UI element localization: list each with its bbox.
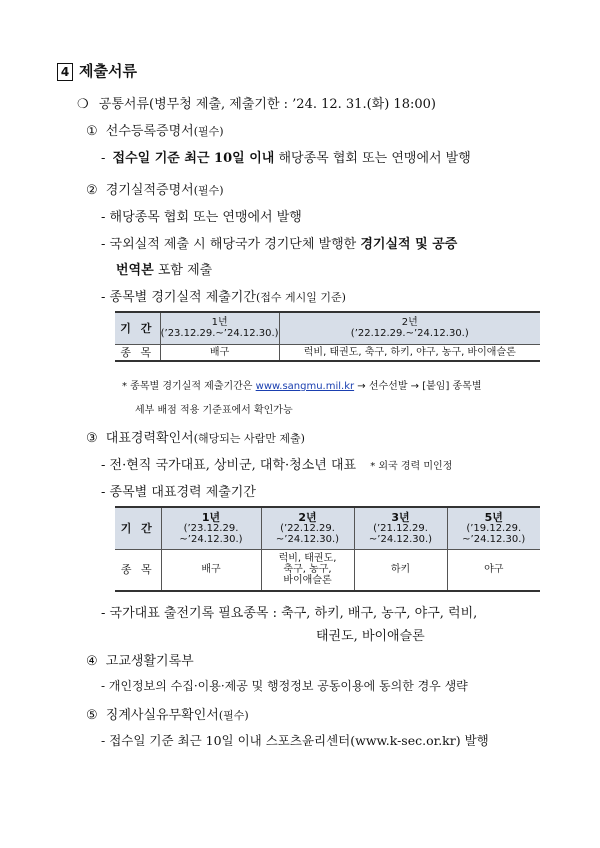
period-2year-label: 2년 xyxy=(401,317,418,329)
career-period-1year xyxy=(161,507,261,549)
item2-heading xyxy=(86,179,224,198)
note-star: * xyxy=(122,381,127,392)
dash: - xyxy=(101,151,106,166)
section-title: 제출서류 xyxy=(79,62,137,80)
career-sports-3year: 하키 xyxy=(354,549,447,591)
career-3year-r2: ~’24.12.30.) xyxy=(368,533,433,545)
career-sports-2year-l1: 럭비, 태권도, xyxy=(278,553,337,565)
career-2year-r1: (’22.12.29. xyxy=(280,522,335,534)
item3-heading xyxy=(86,427,305,446)
career-period-table xyxy=(115,506,540,592)
item3-title: 대표경력확인서 xyxy=(105,431,194,446)
item2-detail2 xyxy=(101,233,457,252)
career-sports-2year-l2: 축구, 농구, xyxy=(283,564,332,576)
circle-bullet-icon: ❍ xyxy=(77,97,89,112)
sports-label: 종 목 xyxy=(115,344,160,361)
item3-detail1-note: * 외국 경력 미인정 xyxy=(370,461,453,472)
item4-detail1: - 개인정보의 수집·이용·제공 및 행정정보 공동이용에 동의한 경우 생략 xyxy=(101,679,468,693)
section-number: 4 xyxy=(57,63,73,81)
career-3year-label: 3년 xyxy=(391,510,410,524)
item2-detail2-pre: - 국외실적 제출 시 해당국가 경기단체 발행한 xyxy=(101,237,361,252)
sports-1year: 배구 xyxy=(160,344,279,361)
career-5year-r2: ~’24.12.30.) xyxy=(462,533,526,545)
item1-required: (필수) xyxy=(193,125,224,138)
item2-detail3 xyxy=(101,286,346,305)
career-sports-2year-l3: 바이애슬론 xyxy=(283,575,332,587)
item1-detail xyxy=(101,147,471,166)
career-sports-1year: 배구 xyxy=(161,549,261,591)
career-sports-5year: 야구 xyxy=(447,549,540,591)
item5-title: 징계사실유무확인서 xyxy=(105,708,219,723)
period-label: 기 간 xyxy=(115,312,160,344)
career-1year-r2: ~’24.12.30.) xyxy=(179,533,243,545)
item3-required: (해당되는 사람만 제출) xyxy=(193,432,305,445)
note-pre: 종목별 경기실적 제출기간은 xyxy=(127,381,256,392)
sangmu-link[interactable]: www.sangmu.mil.kr xyxy=(255,381,355,392)
item3-detail2: - 종목별 대표경력 제출기간 xyxy=(101,485,256,500)
common-docs-text: 공통서류(병무청 제출, 제출기한 : ’24. 12. 31.(화) 18:00) xyxy=(98,97,436,112)
item2-detail2-bold: 경기실적 및 공증 xyxy=(360,237,458,252)
item5-number: ⑤ xyxy=(86,708,98,723)
item2-detail2-cont xyxy=(116,259,212,278)
career-sports-label: 종 목 xyxy=(115,549,161,591)
item2-detail3-text: - 종목별 경기실적 제출기간 xyxy=(101,290,256,305)
item5-required: (필수) xyxy=(218,709,249,722)
item3-detail3: - 국가대표 출전기록 필요종목 : 축구, 하키, 배구, 농구, 야구, 럭비, xyxy=(101,606,478,621)
item3-detail1-text: - 전·현직 국가대표, 상비군, 대학·청소년 대표 xyxy=(101,458,357,473)
period-1year xyxy=(160,312,279,344)
career-1year-label: 1년 xyxy=(201,510,221,524)
common-docs-line xyxy=(77,93,436,112)
career-sports-2year xyxy=(261,549,354,591)
item2-detail2-bold2: 번역본 xyxy=(116,263,154,278)
career-2year-label: 2년 xyxy=(298,510,317,524)
career-period-3year xyxy=(354,507,447,549)
period-1year-label: 1년 xyxy=(211,317,228,329)
item1-heading xyxy=(86,120,224,139)
career-1year-r1: (’23.12.29. xyxy=(183,522,239,534)
item1-title: 선수등록증명서 xyxy=(105,124,194,139)
item4-heading xyxy=(86,650,194,669)
career-period-label: 기 간 xyxy=(115,507,161,549)
item4-title: 고교생활기록부 xyxy=(105,654,194,669)
item2-note-line2: 세부 배점 적용 기준표에서 확인가능 xyxy=(135,405,293,416)
item2-detail1: - 해당종목 협회 또는 연맹에서 발행 xyxy=(101,210,302,225)
period-2year xyxy=(279,312,540,344)
item2-required: (필수) xyxy=(193,184,224,197)
period-2year-range: (’22.12.29.~’24.12.30.) xyxy=(350,328,469,340)
item2-detail3-small: (접수 게시일 기준) xyxy=(255,291,346,304)
performance-period-table xyxy=(115,311,540,362)
item3-detail3-line2: 태권도, 바이애슬론 xyxy=(316,629,425,644)
sports-2year: 럭비, 태권도, 축구, 하키, 야구, 농구, 바이애슬론 xyxy=(279,344,540,361)
item5-heading xyxy=(86,704,249,723)
item2-number: ② xyxy=(86,183,98,198)
career-3year-r1: (’21.12.29. xyxy=(373,522,428,534)
item1-detail-bold: 접수일 기준 최근 10일 이내 xyxy=(112,151,275,166)
section-heading xyxy=(57,60,137,81)
item2-title: 경기실적증명서 xyxy=(105,183,194,198)
career-5year-label: 5년 xyxy=(484,510,503,524)
item2-detail2-post: 포함 제출 xyxy=(153,263,213,278)
item2-note xyxy=(122,377,482,392)
note-post: → 선수선발 → [붙임] 종목별 xyxy=(354,381,482,392)
item1-detail-rest: 해당종목 협회 또는 연맹에서 발행 xyxy=(274,151,471,166)
career-period-2year xyxy=(261,507,354,549)
career-5year-r1: (’19.12.29. xyxy=(466,522,522,534)
item5-detail1: - 접수일 기준 최근 10일 이내 스포츠윤리센터(www.k-sec.or.kr) 발행 xyxy=(101,733,489,748)
career-2year-r2: ~’24.12.30.) xyxy=(275,533,340,545)
career-period-5year xyxy=(447,507,540,549)
item1-number: ① xyxy=(86,124,98,139)
item3-detail1 xyxy=(101,454,452,473)
item3-number: ③ xyxy=(86,431,98,446)
item4-number: ④ xyxy=(86,654,98,669)
period-1year-range: (’23.12.29.~’24.12.30.) xyxy=(160,328,279,340)
